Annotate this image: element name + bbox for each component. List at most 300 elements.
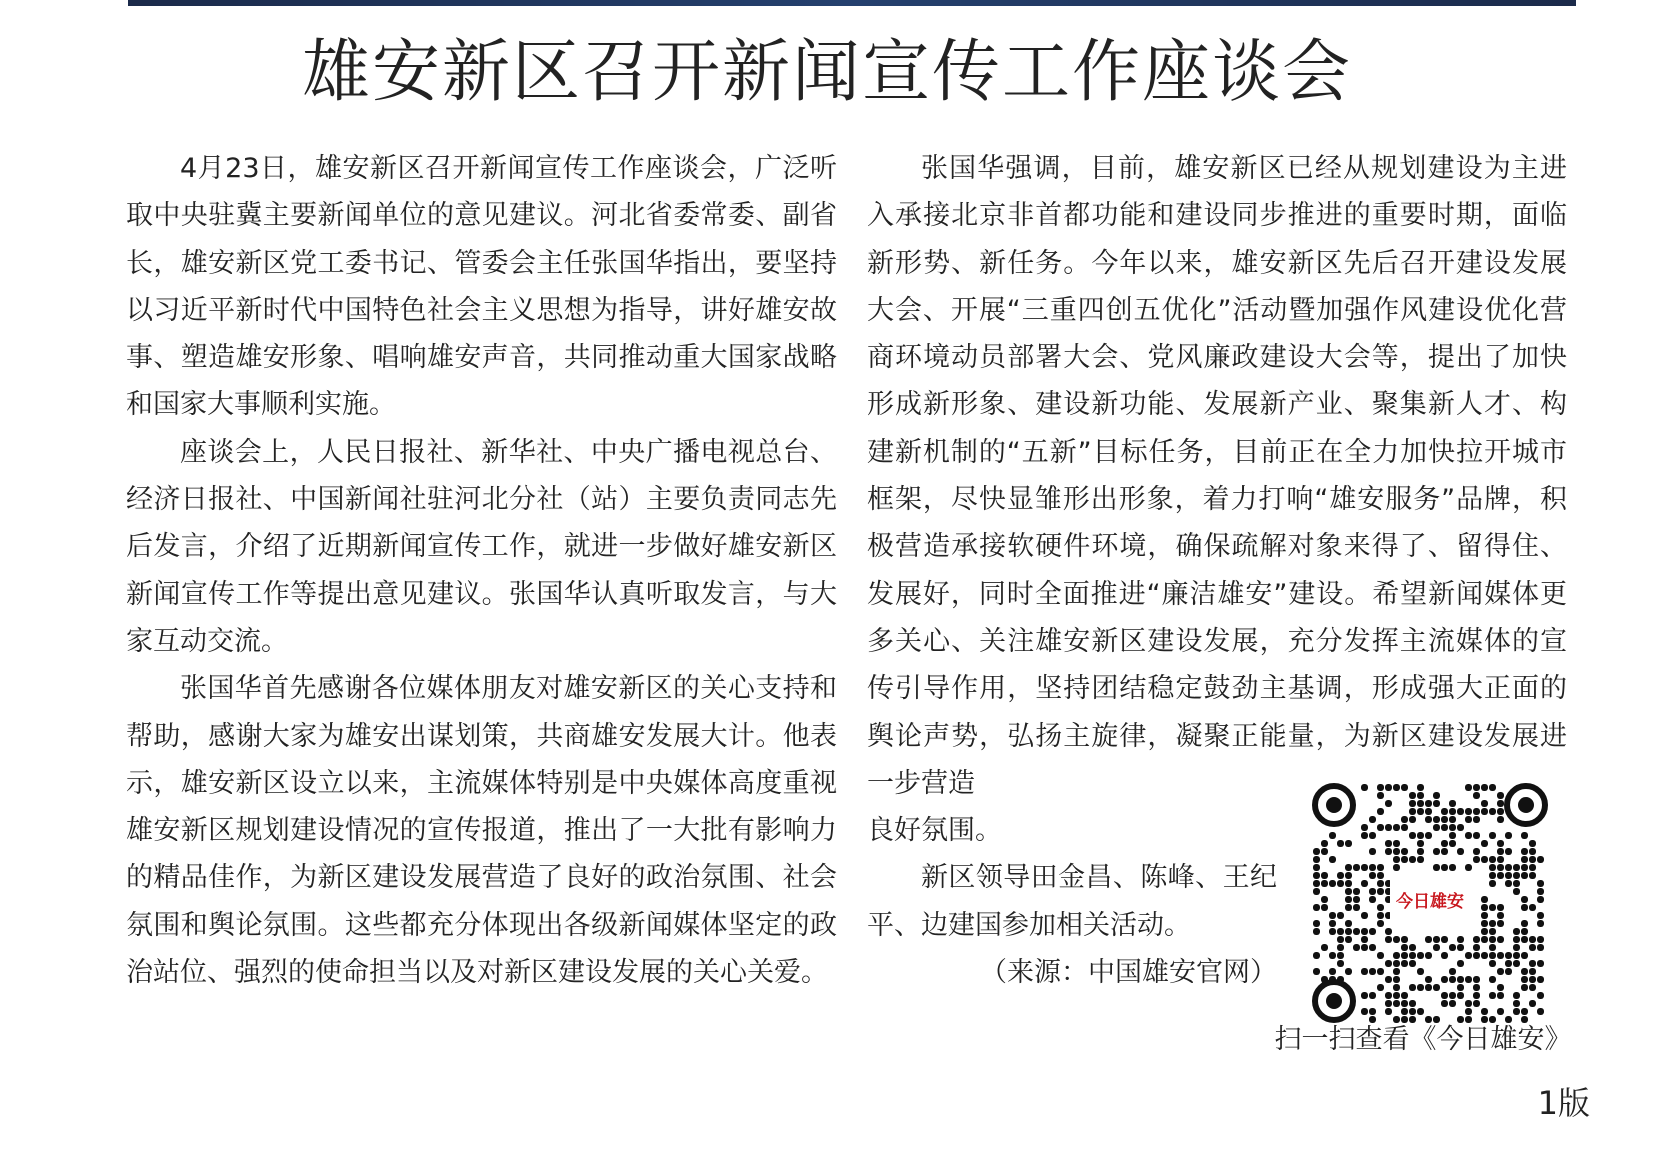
qr-module	[1489, 920, 1496, 927]
qr-module	[1345, 872, 1352, 879]
qr-module	[1329, 880, 1336, 887]
qr-module	[1529, 864, 1536, 871]
page-number: 1版	[1537, 1084, 1590, 1122]
qr-module	[1497, 984, 1504, 991]
qr-module	[1449, 840, 1456, 847]
qr-module	[1513, 992, 1520, 999]
qr-module	[1393, 936, 1400, 943]
qr-module	[1393, 952, 1400, 959]
qr-module	[1369, 888, 1376, 895]
qr-module	[1497, 872, 1504, 879]
qr-module	[1521, 936, 1528, 943]
qr-module	[1473, 856, 1480, 863]
qr-module	[1409, 1000, 1416, 1007]
qr-module	[1377, 872, 1384, 879]
qr-module	[1361, 992, 1368, 999]
qr-module	[1329, 856, 1336, 863]
qr-module	[1361, 936, 1368, 943]
qr-module	[1393, 784, 1400, 791]
qr-module	[1377, 904, 1384, 911]
qr-module	[1497, 920, 1504, 927]
qr-module	[1345, 840, 1352, 847]
qr-module	[1401, 1000, 1408, 1007]
qr-caption: 扫一扫查看《今日雄安》	[1274, 1024, 1572, 1055]
qr-module	[1329, 968, 1336, 975]
qr-module	[1321, 904, 1328, 911]
qr-module	[1473, 808, 1480, 815]
qr-module	[1433, 984, 1440, 991]
qr-module	[1345, 904, 1352, 911]
qr-module	[1513, 944, 1520, 951]
qr-module	[1369, 896, 1376, 903]
qr-code-graphic	[1312, 783, 1548, 1023]
qr-module	[1473, 832, 1480, 839]
qr-module	[1521, 856, 1528, 863]
qr-module	[1393, 976, 1400, 983]
qr-module	[1449, 808, 1456, 815]
qr-module	[1401, 816, 1408, 823]
qr-module	[1377, 880, 1384, 887]
qr-module	[1417, 784, 1424, 791]
qr-module	[1433, 824, 1440, 831]
qr-module	[1385, 928, 1392, 935]
qr-module	[1401, 992, 1408, 999]
qr-module	[1353, 928, 1360, 935]
paragraph-emphasis-end: 良好氛围。	[867, 815, 1002, 847]
qr-module	[1457, 984, 1464, 991]
qr-module	[1361, 880, 1368, 887]
qr-module	[1449, 992, 1456, 999]
paragraph-media-speeches: 座谈会上，人民日报社、新华社、中央广播电视总台、经济日报社、中国新闻社驻河北分社（站）主要负责同志先后发言，介绍了近期新闻宣传工作，就进一步做好雄安新区新闻宣传工作等提出意见建议。张国华认真听取发言，与大家互动交流。	[126, 436, 837, 657]
qr-module	[1497, 840, 1504, 847]
qr-module	[1409, 1008, 1416, 1015]
qr-module	[1497, 952, 1504, 959]
qr-module	[1521, 864, 1528, 871]
qr-module	[1337, 840, 1344, 847]
qr-module	[1345, 968, 1352, 975]
qr-module	[1321, 872, 1328, 879]
qr-module	[1361, 864, 1368, 871]
qr-module	[1433, 848, 1440, 855]
qr-module	[1393, 968, 1400, 975]
qr-module	[1369, 848, 1376, 855]
qr-module	[1409, 960, 1416, 967]
qr-module	[1473, 976, 1480, 983]
qr-module	[1497, 800, 1504, 807]
qr-module	[1377, 792, 1384, 799]
qr-code[interactable]	[1312, 783, 1548, 1023]
qr-module	[1417, 856, 1424, 863]
qr-module	[1401, 936, 1408, 943]
qr-module	[1321, 880, 1328, 887]
qr-module	[1425, 976, 1432, 983]
qr-module	[1441, 952, 1448, 959]
qr-module	[1489, 936, 1496, 943]
qr-module	[1489, 960, 1496, 967]
qr-module	[1441, 816, 1448, 823]
qr-module	[1513, 872, 1520, 879]
qr-module	[1481, 1008, 1488, 1015]
qr-module	[1401, 1008, 1408, 1015]
qr-module	[1337, 872, 1344, 879]
qr-module	[1457, 944, 1464, 951]
qr-module	[1409, 856, 1416, 863]
qr-module	[1449, 864, 1456, 871]
qr-module	[1529, 904, 1536, 911]
qr-module	[1505, 968, 1512, 975]
qr-module	[1353, 944, 1360, 951]
qr-module	[1417, 792, 1424, 799]
top-rule	[128, 0, 1576, 6]
qr-module	[1393, 848, 1400, 855]
qr-module	[1481, 936, 1488, 943]
qr-module	[1473, 936, 1480, 943]
qr-module	[1481, 920, 1488, 927]
qr-module	[1497, 808, 1504, 815]
qr-module	[1537, 912, 1544, 919]
qr-module	[1417, 984, 1424, 991]
qr-module	[1361, 912, 1368, 919]
qr-module	[1489, 952, 1496, 959]
qr-module	[1449, 968, 1456, 975]
qr-module	[1393, 840, 1400, 847]
qr-module	[1449, 976, 1456, 983]
qr-module	[1505, 848, 1512, 855]
qr-module	[1361, 968, 1368, 975]
qr-module	[1441, 992, 1448, 999]
qr-module	[1497, 936, 1504, 943]
qr-module	[1409, 984, 1416, 991]
qr-module	[1361, 944, 1368, 951]
qr-module	[1457, 936, 1464, 943]
qr-module	[1385, 976, 1392, 983]
qr-module	[1481, 928, 1488, 935]
qr-module	[1513, 864, 1520, 871]
qr-module	[1457, 824, 1464, 831]
qr-module	[1497, 856, 1504, 863]
qr-module	[1385, 848, 1392, 855]
qr-module	[1401, 856, 1408, 863]
qr-module	[1425, 816, 1432, 823]
qr-module	[1401, 952, 1408, 959]
qr-module	[1329, 912, 1336, 919]
qr-module	[1369, 832, 1376, 839]
qr-module	[1497, 912, 1504, 919]
qr-module	[1529, 944, 1536, 951]
qr-module	[1377, 912, 1384, 919]
qr-module	[1465, 832, 1472, 839]
left-column	[126, 145, 837, 996]
qr-module	[1481, 912, 1488, 919]
qr-module	[1441, 824, 1448, 831]
qr-module	[1417, 840, 1424, 847]
qr-module	[1313, 872, 1320, 879]
qr-module	[1465, 784, 1472, 791]
qr-module	[1329, 920, 1336, 927]
qr-module	[1497, 816, 1504, 823]
qr-module	[1441, 976, 1448, 983]
qr-module	[1441, 848, 1448, 855]
qr-module	[1465, 864, 1472, 871]
qr-module	[1361, 832, 1368, 839]
qr-module	[1345, 864, 1352, 871]
qr-module	[1313, 880, 1320, 887]
qr-module	[1457, 992, 1464, 999]
qr-module	[1521, 976, 1528, 983]
qr-module	[1465, 976, 1472, 983]
qr-module	[1417, 808, 1424, 815]
qr-module	[1313, 856, 1320, 863]
qr-module	[1377, 808, 1384, 815]
qr-module	[1385, 1008, 1392, 1015]
paragraph-emphasis-text: 张国华强调，目前，雄安新区已经从规划建设为主进入承接北京非首都功能和建设同步推进的重要时期，面临新形势、新任务。今年以来，雄安新区先后召开建设发展大会、开展“三重四创五优化”活动暨加强作风建设优化营商环境动员部署大会、党风廉政建设大会等，提出了加快形成新形象、建设新功能、发展新产业、聚集新人才、构建新机制的“五新”目标任务，目前正在全力加快拉开城市框架，尽快显雏形出形象，着力打响“雄安服务”品牌，积极营造承接软硬件环境，确保疏解对象来得了、留得住、发展好，同时全面推进“廉洁雄安”建设。希望新闻媒体更多关心、关注雄安新区建设发展，充分发挥主流媒体的宣传引导作用，坚持团结稳定鼓劲主基调，形成强大正面的舆论声势，弘扬主旋律，凝聚正能量，为新区建设发展进一步营造	[867, 153, 1567, 799]
qr-module	[1385, 960, 1392, 967]
qr-module	[1321, 848, 1328, 855]
qr-module	[1529, 960, 1536, 967]
qr-module	[1489, 880, 1496, 887]
qr-module	[1489, 784, 1496, 791]
qr-module	[1489, 832, 1496, 839]
qr-module	[1321, 896, 1328, 903]
qr-module	[1441, 1000, 1448, 1007]
qr-module	[1417, 800, 1424, 807]
qr-module	[1433, 864, 1440, 871]
qr-module	[1337, 928, 1344, 935]
qr-module	[1473, 992, 1480, 999]
qr-module	[1329, 832, 1336, 839]
qr-module	[1441, 840, 1448, 847]
qr-module	[1409, 808, 1416, 815]
qr-module	[1505, 872, 1512, 879]
qr-module	[1417, 952, 1424, 959]
qr-module	[1473, 984, 1480, 991]
qr-module	[1337, 944, 1344, 951]
qr-module	[1345, 888, 1352, 895]
qr-module	[1385, 800, 1392, 807]
qr-module	[1521, 928, 1528, 935]
paragraph-leaders: 新区领导田金昌、陈峰、王纪平、边建国参加相关活动。	[867, 862, 1277, 941]
qr-module	[1377, 952, 1384, 959]
qr-module	[1481, 952, 1488, 959]
qr-module	[1513, 1008, 1520, 1015]
qr-module	[1329, 952, 1336, 959]
qr-module	[1417, 968, 1424, 975]
qr-module	[1481, 808, 1488, 815]
qr-module	[1537, 976, 1544, 983]
qr-module	[1321, 840, 1328, 847]
qr-module	[1385, 992, 1392, 999]
qr-module	[1497, 848, 1504, 855]
qr-module	[1377, 968, 1384, 975]
qr-module	[1473, 1000, 1480, 1007]
qr-module	[1465, 952, 1472, 959]
qr-module	[1393, 1000, 1400, 1007]
qr-module	[1385, 824, 1392, 831]
qr-module	[1409, 952, 1416, 959]
qr-module	[1489, 944, 1496, 951]
qr-module	[1361, 1008, 1368, 1015]
qr-module	[1497, 992, 1504, 999]
qr-module	[1425, 984, 1432, 991]
qr-module	[1353, 904, 1360, 911]
qr-module	[1537, 856, 1544, 863]
qr-module	[1489, 856, 1496, 863]
qr-module	[1377, 784, 1384, 791]
qr-module	[1337, 936, 1344, 943]
qr-module	[1505, 864, 1512, 871]
qr-module	[1489, 976, 1496, 983]
qr-module	[1425, 808, 1432, 815]
qr-module	[1465, 816, 1472, 823]
qr-module	[1529, 984, 1536, 991]
qr-module	[1353, 888, 1360, 895]
qr-module	[1529, 872, 1536, 879]
qr-module	[1393, 856, 1400, 863]
qr-module	[1473, 944, 1480, 951]
qr-module	[1513, 928, 1520, 935]
qr-module	[1473, 792, 1480, 799]
qr-module	[1497, 1008, 1504, 1015]
qr-module	[1537, 920, 1544, 927]
qr-module	[1521, 968, 1528, 975]
qr-module	[1361, 928, 1368, 935]
qr-module	[1409, 944, 1416, 951]
qr-module	[1401, 960, 1408, 967]
qr-module	[1441, 808, 1448, 815]
qr-module	[1465, 808, 1472, 815]
qr-module	[1425, 936, 1432, 943]
qr-module	[1369, 968, 1376, 975]
qr-module	[1529, 1000, 1536, 1007]
qr-module	[1513, 960, 1520, 967]
qr-module	[1433, 936, 1440, 943]
qr-module	[1489, 992, 1496, 999]
qr-module	[1369, 928, 1376, 935]
qr-module	[1345, 896, 1352, 903]
qr-module	[1401, 944, 1408, 951]
qr-module	[1529, 856, 1536, 863]
qr-module	[1513, 936, 1520, 943]
qr-module	[1473, 848, 1480, 855]
qr-module	[1457, 960, 1464, 967]
qr-module	[1337, 912, 1344, 919]
qr-module	[1449, 944, 1456, 951]
qr-module	[1481, 800, 1488, 807]
qr-module	[1537, 896, 1544, 903]
qr-module	[1409, 800, 1416, 807]
source-credit: （来源：中国雄安官网）	[980, 957, 1277, 989]
qr-module	[1529, 840, 1536, 847]
qr-module	[1369, 864, 1376, 871]
qr-module	[1537, 888, 1544, 895]
qr-module	[1441, 936, 1448, 943]
qr-module	[1393, 992, 1400, 999]
qr-module	[1369, 992, 1376, 999]
qr-module	[1409, 832, 1416, 839]
paragraph-meeting-intro: 4月23日，雄安新区召开新闻宣传工作座谈会，广泛听取中央驻冀主要新闻单位的意见建议。河北省委常委、副省长，雄安新区党工委书记、管委会主任张国华指出，要坚持以习近平新时代中国特色社会主义思想为指导，讲好雄安故事、塑造雄安形象、唱响雄安声音，共同推动重大国家战略和国家大事顺利实施。	[126, 153, 837, 421]
qr-module	[1481, 856, 1488, 863]
qr-module	[1481, 896, 1488, 903]
qr-module	[1409, 816, 1416, 823]
qr-module	[1497, 864, 1504, 871]
qr-module	[1521, 984, 1528, 991]
paragraph-thanks: 张国华首先感谢各位媒体朋友对雄安新区的关心支持和帮助，感谢大家为雄安出谋划策，共商雄安发展大计。他表示，雄安新区设立以来，主流媒体特别是中央媒体高度重视雄安新区规划建设情况的宣传报道，推出了一大批有影响力的精品佳作，为新区建设发展营造了良好的政治氛围、社会氛围和舆论氛围。这些都充分体现出各级新闻媒体坚定的政治站位、强烈的使命担当以及对新区建设发展的关心关爱。	[126, 673, 837, 989]
qr-module	[1433, 816, 1440, 823]
qr-module	[1377, 920, 1384, 927]
qr-module	[1337, 960, 1344, 967]
qr-module	[1537, 944, 1544, 951]
qr-module	[1521, 896, 1528, 903]
qr-module	[1313, 904, 1320, 911]
qr-center-label: 今日雄安	[1396, 892, 1464, 912]
qr-module	[1361, 824, 1368, 831]
qr-module	[1505, 832, 1512, 839]
qr-module	[1457, 976, 1464, 983]
qr-module	[1313, 952, 1320, 959]
qr-module	[1337, 880, 1344, 887]
qr-module	[1321, 944, 1328, 951]
qr-module	[1313, 888, 1320, 895]
qr-module	[1521, 904, 1528, 911]
qr-module	[1489, 864, 1496, 871]
qr-module	[1521, 920, 1528, 927]
qr-module	[1457, 808, 1464, 815]
qr-module	[1385, 784, 1392, 791]
qr-module	[1433, 800, 1440, 807]
qr-module	[1521, 872, 1528, 879]
qr-module	[1465, 1000, 1472, 1007]
qr-module	[1521, 848, 1528, 855]
qr-module	[1529, 976, 1536, 983]
qr-module	[1521, 832, 1528, 839]
qr-module	[1377, 984, 1384, 991]
qr-module	[1369, 872, 1376, 879]
headline: 雄安新区召开新闻宣传工作座谈会	[301, 33, 1352, 112]
qr-module	[1385, 1000, 1392, 1007]
qr-module	[1521, 952, 1528, 959]
qr-module	[1449, 824, 1456, 831]
qr-module	[1417, 832, 1424, 839]
qr-module	[1345, 880, 1352, 887]
qr-module	[1393, 984, 1400, 991]
qr-module	[1489, 904, 1496, 911]
qr-module	[1401, 824, 1408, 831]
qr-module	[1449, 816, 1456, 823]
qr-module	[1529, 968, 1536, 975]
qr-module	[1385, 936, 1392, 943]
qr-module	[1513, 952, 1520, 959]
qr-module	[1497, 792, 1504, 799]
qr-module	[1425, 800, 1432, 807]
qr-module	[1505, 952, 1512, 959]
qr-module	[1401, 784, 1408, 791]
qr-module	[1513, 1000, 1520, 1007]
qr-module	[1329, 928, 1336, 935]
qr-module	[1433, 944, 1440, 951]
qr-module	[1489, 928, 1496, 935]
qr-module	[1417, 848, 1424, 855]
qr-module	[1313, 864, 1320, 871]
paragraph-emphasis	[867, 145, 1567, 807]
qr-module	[1369, 1008, 1376, 1015]
qr-module	[1377, 888, 1384, 895]
qr-module	[1369, 944, 1376, 951]
qr-module	[1393, 960, 1400, 967]
qr-module	[1481, 840, 1488, 847]
qr-module	[1529, 936, 1536, 943]
qr-module	[1449, 800, 1456, 807]
qr-module	[1393, 864, 1400, 871]
